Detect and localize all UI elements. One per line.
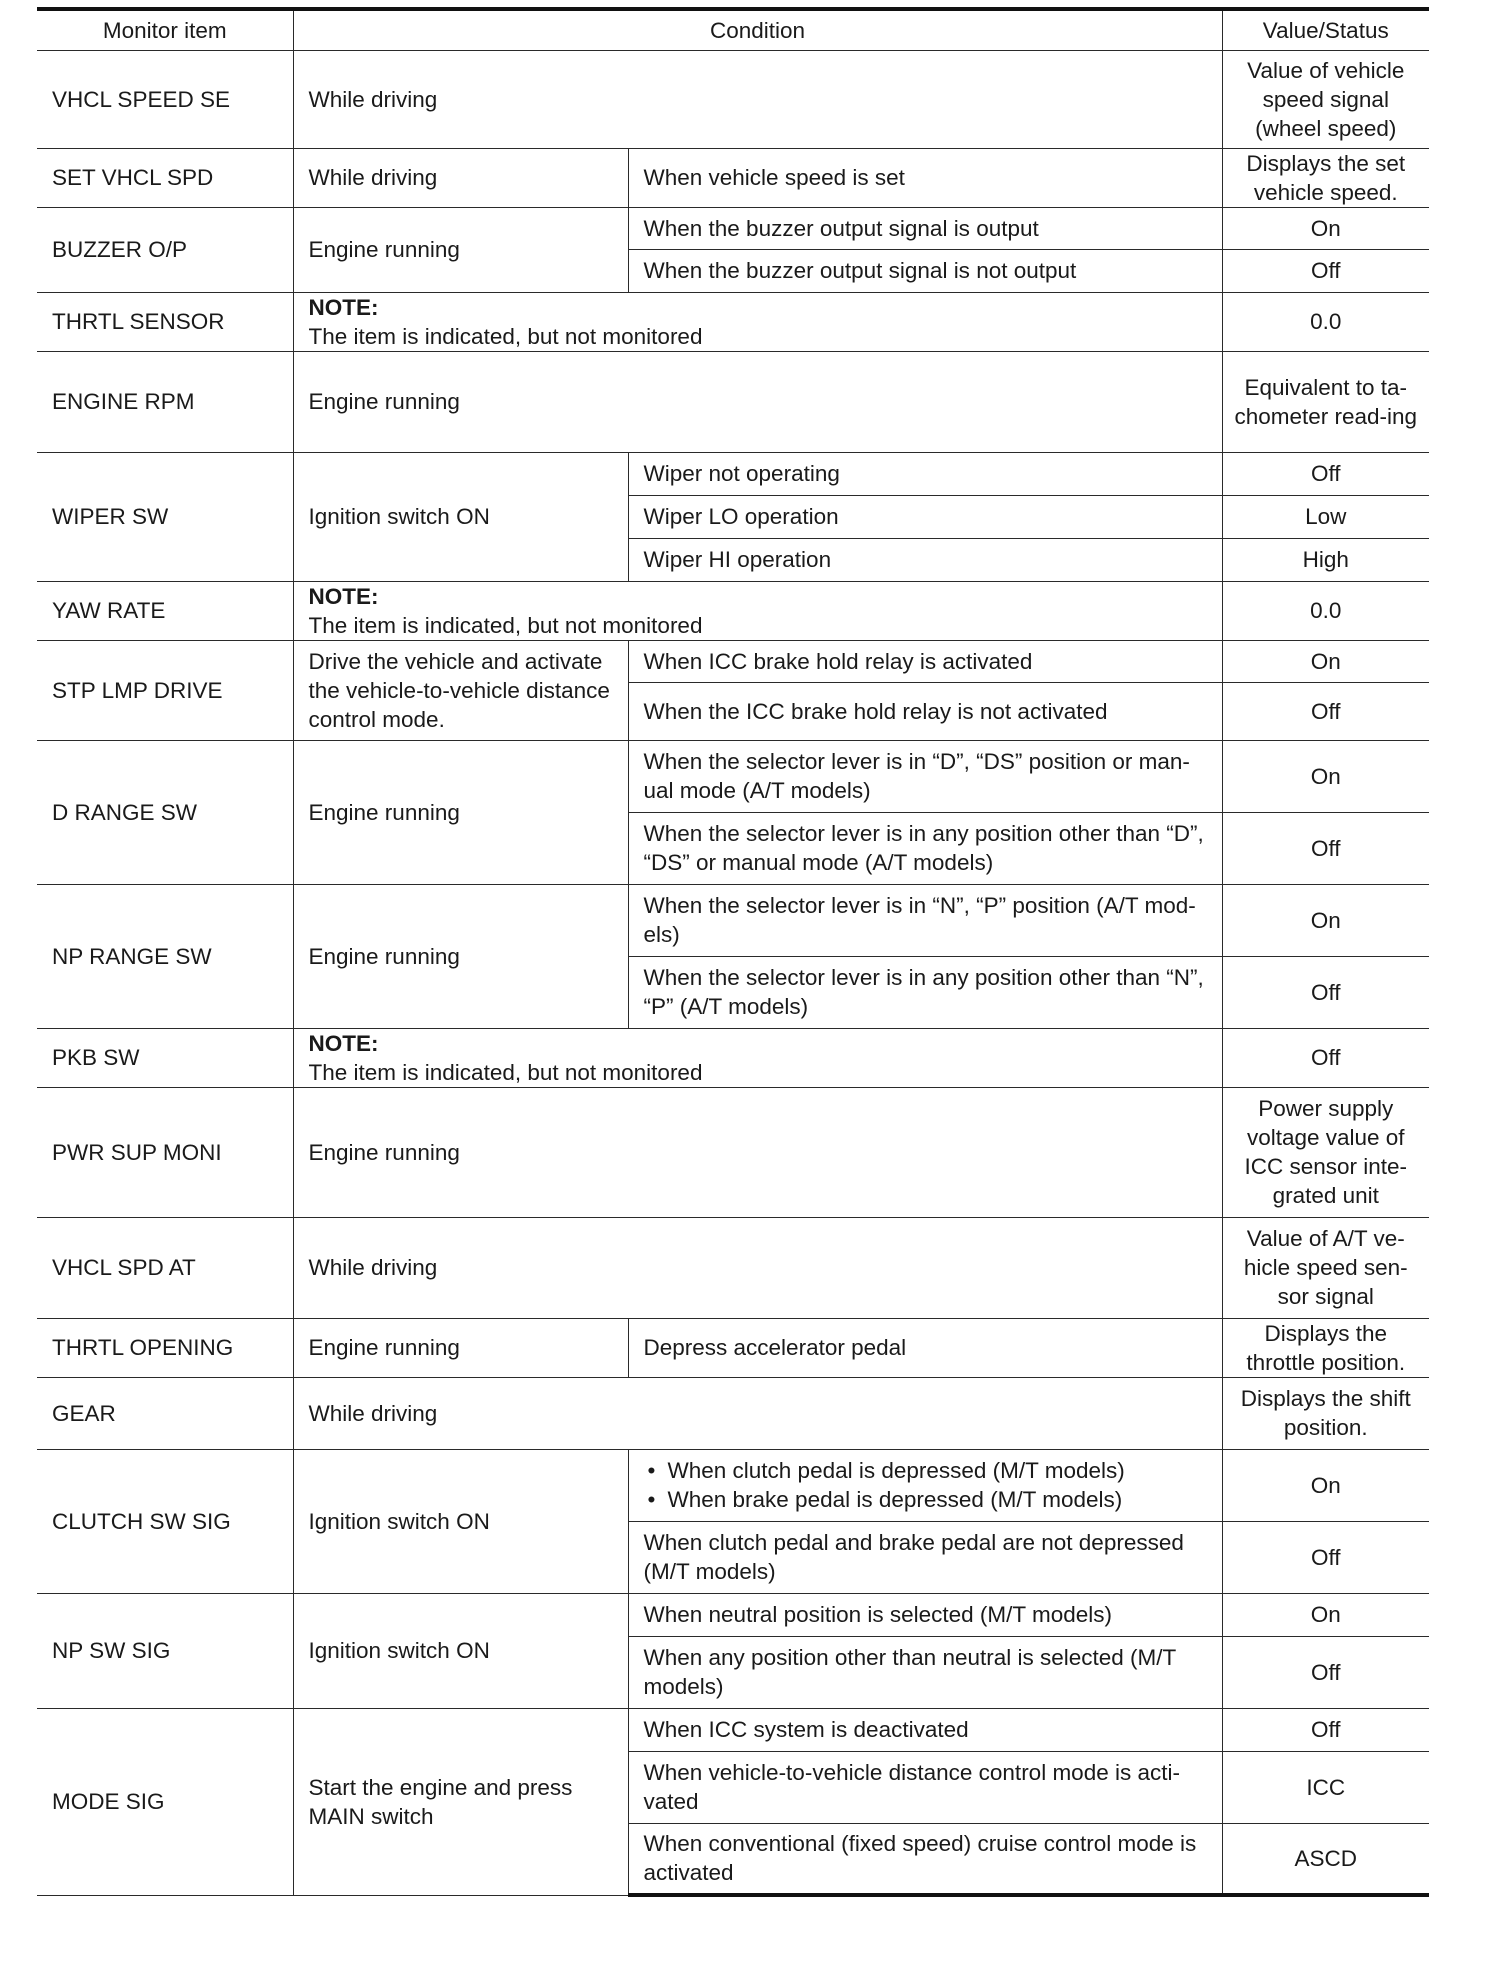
note-label: NOTE: (308, 583, 379, 609)
sub-condition-cell: Wiper not operating (628, 452, 1222, 495)
sub-condition-cell (628, 1449, 1222, 1521)
value-cell: On (1222, 207, 1429, 249)
table-row (37, 1087, 1429, 1217)
monitor-item-cell: NP RANGE SW (37, 884, 293, 1028)
condition-cell: Engine running (293, 351, 1222, 452)
sub-condition-cell: When conventional (fixed speed) cruise control mode is activated (628, 1823, 1222, 1895)
monitor-item-cell: WIPER SW (37, 452, 293, 581)
value-cell: Off (1222, 682, 1429, 740)
value-cell: Displays the throttle position. (1222, 1318, 1429, 1377)
monitor-item-cell: THRTL OPENING (37, 1318, 293, 1377)
value-cell: On (1222, 884, 1429, 956)
monitor-item-cell: CLUTCH SW SIG (37, 1449, 293, 1593)
condition-cell: Drive the vehicle and activate the vehicle-to-vehicle distance control mode. (293, 640, 628, 740)
value-cell: On (1222, 1593, 1429, 1636)
monitor-item-cell: YAW RATE (37, 581, 293, 640)
value-cell: Value of vehicle speed signal (wheel speed) (1222, 50, 1429, 148)
monitor-item-cell: PWR SUP MONI (37, 1087, 293, 1217)
monitor-item-cell: VHCL SPEED SE (37, 50, 293, 148)
sub-condition-cell: When the selector lever is in any position other than “D”, “DS” or manual mode (A/T models) (628, 812, 1222, 884)
sub-condition-cell: When the ICC brake hold relay is not activated (628, 682, 1222, 740)
value-cell: On (1222, 740, 1429, 812)
table-row (37, 1449, 1429, 1521)
value-cell: High (1222, 538, 1429, 581)
note-text: The item is indicated, but not monitored (308, 323, 703, 349)
value-cell: Off (1222, 1636, 1429, 1708)
table-row (37, 740, 1429, 812)
table-row (37, 1217, 1429, 1318)
monitor-item-cell: THRTL SENSOR (37, 292, 293, 351)
value-cell: ICC (1222, 1751, 1429, 1823)
value-cell: Off (1222, 1028, 1429, 1087)
sub-condition-cell: When the selector lever is in “D”, “DS” position or man-ual mode (A/T models) (628, 740, 1222, 812)
monitor-item-cell: D RANGE SW (37, 740, 293, 884)
value-cell: 0.0 (1222, 292, 1429, 351)
table-row (37, 1377, 1429, 1449)
table-row (37, 1593, 1429, 1636)
sub-condition-cell: When vehicle-to-vehicle distance control mode is acti-vated (628, 1751, 1222, 1823)
condition-cell: Engine running (293, 1318, 628, 1377)
note-cell (293, 292, 1222, 351)
sub-condition-cell: Depress accelerator pedal (628, 1318, 1222, 1377)
sub-condition-cell: Wiper HI operation (628, 538, 1222, 581)
bullet-item: • When clutch pedal is depressed (M/T models) (644, 1456, 1207, 1485)
note-label: NOTE: (308, 294, 379, 320)
table-row (37, 1028, 1429, 1087)
value-cell: Off (1222, 956, 1429, 1028)
header-row (37, 9, 1429, 50)
table-row (37, 640, 1429, 682)
sub-condition-cell: Wiper LO operation (628, 495, 1222, 538)
table-row (37, 50, 1429, 148)
table-row (37, 884, 1429, 956)
monitor-item-cell: VHCL SPD AT (37, 1217, 293, 1318)
value-cell: 0.0 (1222, 581, 1429, 640)
condition-cell: Engine running (293, 740, 628, 884)
table-row (37, 1708, 1429, 1751)
monitor-item-cell: ENGINE RPM (37, 351, 293, 452)
table-row (37, 207, 1429, 249)
header-value-status: Value/Status (1222, 9, 1429, 50)
sub-condition-cell: When vehicle speed is set (628, 148, 1222, 207)
condition-cell: Ignition switch ON (293, 452, 628, 581)
monitor-item-cell: SET VHCL SPD (37, 148, 293, 207)
sub-condition-cell: When ICC brake hold relay is activated (628, 640, 1222, 682)
value-cell: Value of A/T ve-hicle speed sen-sor signal (1222, 1217, 1429, 1318)
condition-cell: Engine running (293, 207, 628, 292)
condition-cell: While driving (293, 1377, 1222, 1449)
value-cell: Off (1222, 1708, 1429, 1751)
monitor-item-cell: BUZZER O/P (37, 207, 293, 292)
monitor-item-cell: GEAR (37, 1377, 293, 1449)
condition-cell: Start the engine and press MAIN switch (293, 1708, 628, 1895)
condition-cell: While driving (293, 148, 628, 207)
condition-cell: While driving (293, 50, 1222, 148)
condition-cell: Engine running (293, 884, 628, 1028)
value-cell: Off (1222, 249, 1429, 292)
table-row (37, 581, 1429, 640)
sub-condition-cell: When neutral position is selected (M/T models) (628, 1593, 1222, 1636)
header-monitor-item: Monitor item (37, 9, 293, 50)
sub-condition-cell: When the selector lever is in “N”, “P” position (A/T mod-els) (628, 884, 1222, 956)
value-cell: Off (1222, 452, 1429, 495)
table-row (37, 452, 1429, 495)
sub-condition-cell: When ICC system is deactivated (628, 1708, 1222, 1751)
value-cell: Equivalent to ta-chometer read-ing (1222, 351, 1429, 452)
sub-condition-cell: When clutch pedal and brake pedal are not depressed (M/T models) (628, 1521, 1222, 1593)
condition-cell: Engine running (293, 1087, 1222, 1217)
note-label: NOTE: (308, 1030, 379, 1056)
monitor-item-cell: STP LMP DRIVE (37, 640, 293, 740)
condition-cell: Ignition switch ON (293, 1593, 628, 1708)
value-cell: ASCD (1222, 1823, 1429, 1895)
monitor-item-cell: PKB SW (37, 1028, 293, 1087)
monitor-item-table (37, 7, 1429, 1897)
bullet-item: • When brake pedal is depressed (M/T models) (644, 1485, 1207, 1514)
sub-condition-cell: When the buzzer output signal is output (628, 207, 1222, 249)
table-row (37, 148, 1429, 207)
note-text: The item is indicated, but not monitored (308, 1059, 703, 1085)
value-cell: Low (1222, 495, 1429, 538)
value-cell: Off (1222, 1521, 1429, 1593)
sub-condition-cell: When the selector lever is in any position other than “N”, “P” (A/T models) (628, 956, 1222, 1028)
sub-condition-cell: When the buzzer output signal is not output (628, 249, 1222, 292)
value-cell: Off (1222, 812, 1429, 884)
monitor-item-cell: NP SW SIG (37, 1593, 293, 1708)
header-condition: Condition (293, 9, 1222, 50)
table-row (37, 1318, 1429, 1377)
sub-condition-cell: When any position other than neutral is selected (M/T models) (628, 1636, 1222, 1708)
value-cell: On (1222, 640, 1429, 682)
note-text: The item is indicated, but not monitored (308, 612, 703, 638)
note-cell (293, 581, 1222, 640)
condition-cell: Ignition switch ON (293, 1449, 628, 1593)
note-cell (293, 1028, 1222, 1087)
value-cell: Displays the set vehicle speed. (1222, 148, 1429, 207)
value-cell: On (1222, 1449, 1429, 1521)
table-row (37, 292, 1429, 351)
value-cell: Power supply voltage value of ICC sensor inte-grated unit (1222, 1087, 1429, 1217)
value-cell: Displays the shift position. (1222, 1377, 1429, 1449)
monitor-item-cell: MODE SIG (37, 1708, 293, 1895)
table-row (37, 351, 1429, 452)
table-body (37, 50, 1429, 1895)
condition-cell: While driving (293, 1217, 1222, 1318)
